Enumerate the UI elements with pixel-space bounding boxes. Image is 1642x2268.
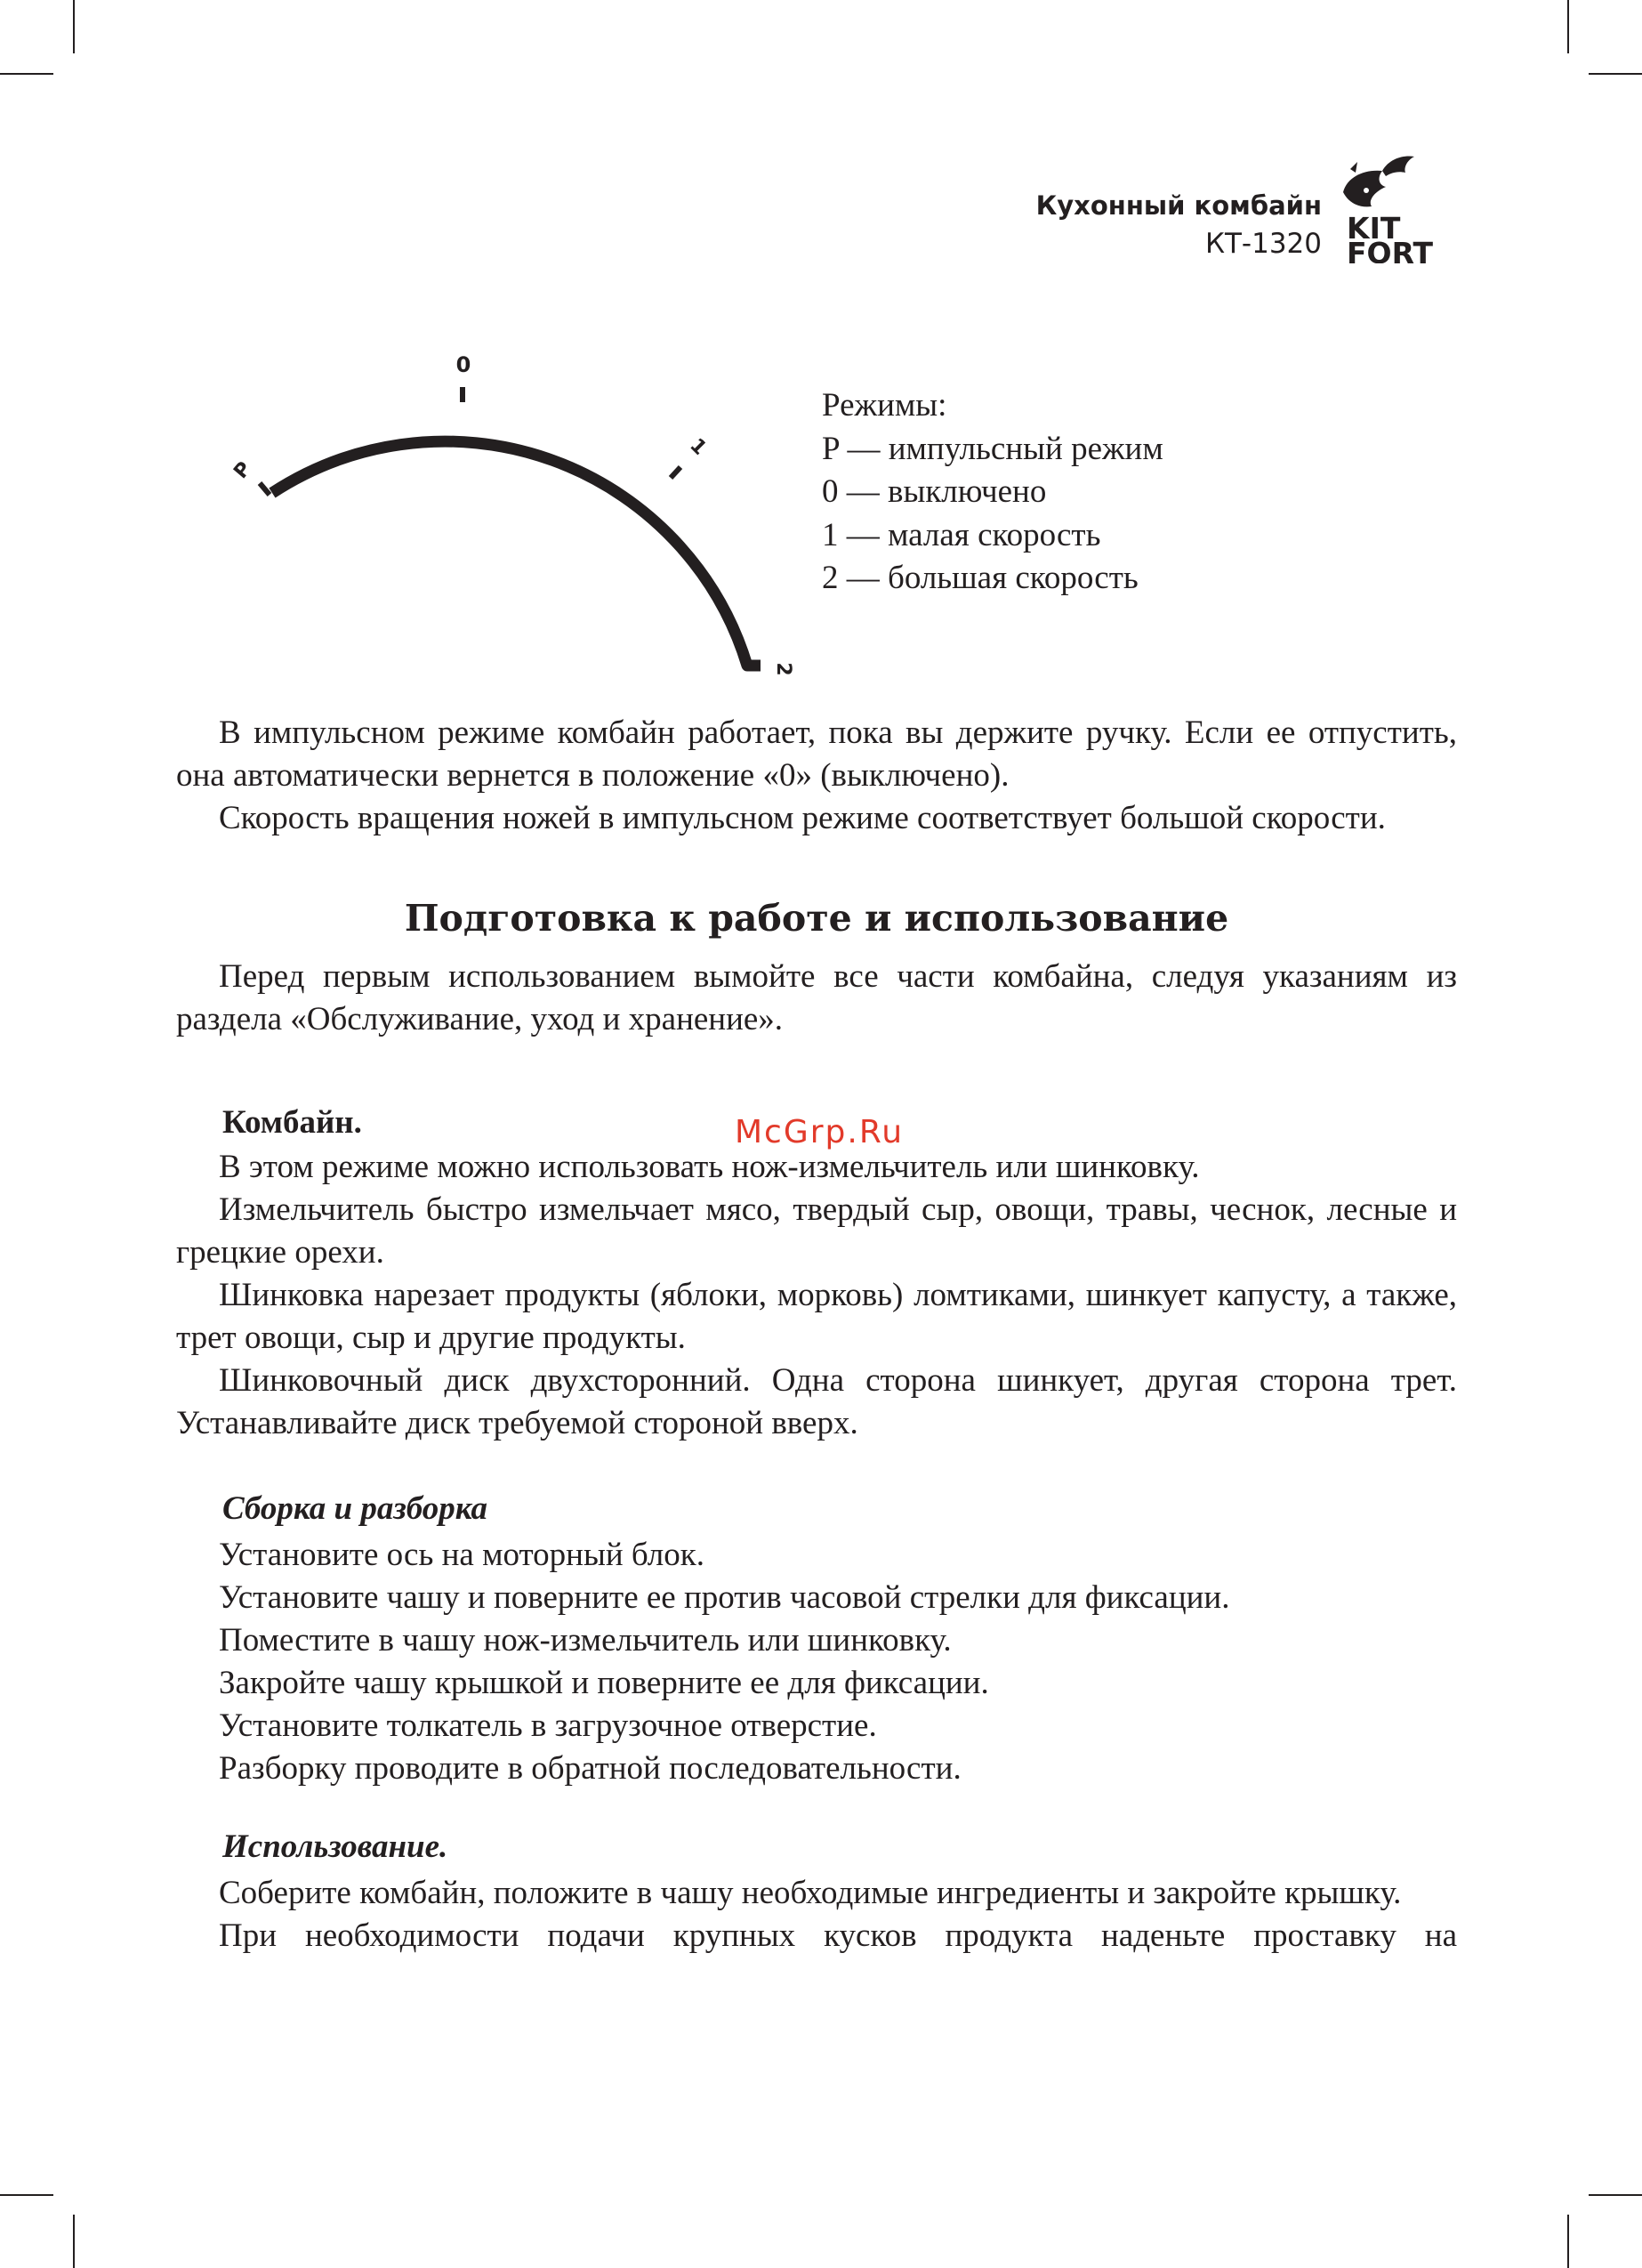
combine-line-1: В этом режиме можно использовать нож-измельчитель или шинковку. [219, 1149, 1200, 1185]
section-intro-paragraph [176, 956, 1457, 1041]
dial-arc [272, 441, 761, 666]
combine-line-4: Шинковочный диск двухсторонний. Одна сторона шинкует, другая сторона трет. Устанавливайте диск требуемой стороной вверх. [176, 1362, 1457, 1441]
combine-line-3: Шинковка нарезает продукты (яблоки, морковь) ломтиками, шинкует капусту, а также, трет овощи, сыр и другие продукты. [176, 1277, 1457, 1356]
assembly-line-5: Установите толкатель в загрузочное отверстие. [219, 1707, 877, 1744]
assembly-line-3: Поместите в чашу нож-измельчитель или шинковку. [219, 1622, 952, 1659]
assembly-line-2: Установите чашу и поверните ее против часовой стрелки для фиксации. [219, 1579, 1230, 1616]
speed-dial-diagram [213, 343, 818, 690]
impulse-text-1: В импульсном режиме комбайн работает, пока вы держите ручку. Если ее отпустить, она автоматически вернется в положение «0» (выключено). [176, 714, 1457, 794]
combine-heading: Комбайн. [222, 1104, 362, 1141]
impulse-text-2: Скорость вращения ножей в импульсном режиме соответствует большой скорости. [219, 800, 1386, 836]
mode-item-1: 1 — малая скорость [822, 516, 1101, 553]
crop-mark-bottom-left-h [0, 2194, 53, 2196]
kitfort-logo [1332, 151, 1457, 263]
mode-item-0: 0 — выключено [822, 473, 1047, 510]
dial-tick-p [260, 483, 270, 495]
impulse-mode-paragraph [176, 712, 1457, 840]
crop-mark-top-right-h [1589, 73, 1642, 75]
section-intro-text: Перед первым использованием вымойте все части комбайна, следуя указаниям из раздела «Обслуживание, уход и хранение». [176, 958, 1457, 1037]
mode-item-2: 2 — большая скорость [822, 560, 1139, 596]
usage-heading: Использование. [222, 1828, 448, 1865]
section-title: Подготовка к работе и использование [404, 897, 1229, 940]
header-title: Кухонный комбайн [1035, 190, 1322, 221]
combine-paragraphs [176, 1146, 1457, 1445]
usage-text-1: Соберите комбайн, положите в чашу необходимые ингредиенты и закройте крышку. [219, 1875, 1402, 1911]
mode-item-p: P — импульсный режим [822, 430, 1163, 467]
crop-mark-top-left-v [73, 0, 75, 53]
crop-mark-bottom-left-v [73, 2215, 75, 2268]
usage-text-2: При необходимости подачи крупных кусков продукта наденьте проставку на [219, 1917, 1457, 1954]
dial-label-1: 1 [685, 434, 711, 460]
modes-heading: Режимы: [822, 387, 947, 424]
kitfort-bird-icon [1343, 157, 1414, 207]
dial-label-2: 2 [772, 662, 794, 676]
header-model: КТ-1320 [1204, 228, 1322, 260]
crop-mark-bottom-right-h [1589, 2194, 1642, 2196]
crop-mark-bottom-right-v [1567, 2215, 1569, 2268]
assembly-line-6: Разборку проводите в обратной последовательности. [219, 1750, 962, 1787]
dial-label-p: P [229, 457, 256, 484]
combine-line-2: Измельчитель быстро измельчает мясо, твердый сыр, овощи, травы, чеснок, лесные и грецкие орехи. [176, 1191, 1457, 1271]
crop-mark-top-left-h [0, 73, 53, 75]
assembly-line-1: Установите ось на моторный блок. [219, 1537, 704, 1573]
dial-tick-1 [671, 467, 680, 478]
dial-label-0: 0 [455, 352, 471, 377]
watermark: McGrp.Ru [735, 1114, 905, 1150]
assembly-line-4: Закройте чашу крышкой и поверните ее для фиксации. [219, 1665, 989, 1701]
logo-line-fort: FORT [1347, 236, 1434, 263]
usage-paragraphs [176, 1872, 1457, 1957]
assembly-heading: Сборка и разборка [222, 1490, 488, 1527]
crop-mark-top-right-v [1567, 0, 1569, 53]
logo-line-kit: KIT [1347, 211, 1401, 246]
modes-legend [822, 384, 1163, 601]
assembly-list [176, 1534, 1457, 1790]
